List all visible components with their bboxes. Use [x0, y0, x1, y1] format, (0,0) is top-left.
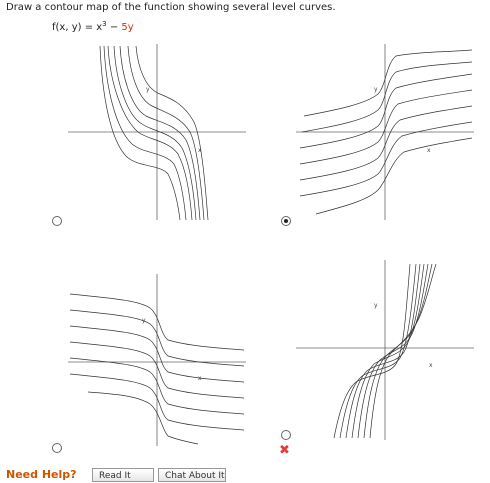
- y-axis-label: y: [374, 302, 378, 309]
- level-curve: [364, 264, 432, 438]
- y-axis-label: y: [374, 86, 378, 93]
- radio-option-c[interactable]: [52, 443, 62, 453]
- level-curve: [316, 138, 472, 214]
- read-it-button[interactable]: Read It: [92, 468, 154, 482]
- x-axis-label: x: [427, 147, 431, 154]
- radio-option-d[interactable]: [281, 430, 291, 440]
- x-axis-label: x: [198, 147, 202, 154]
- radio-option-b[interactable]: [281, 216, 291, 226]
- y-axis-label: y: [146, 86, 150, 93]
- level-curve: [136, 46, 208, 220]
- x-axis-label: x: [429, 362, 433, 369]
- formula-prefix: f(x, y) = x: [52, 22, 103, 33]
- formula-coefficient-term: 5y: [121, 22, 134, 33]
- level-curve: [304, 50, 472, 116]
- level-curve: [300, 106, 472, 180]
- contour-graph-option-d: [296, 260, 474, 440]
- question-text: Draw a contour map of the function showing several level curves.: [6, 2, 336, 13]
- contour-graph-option-b: [296, 44, 474, 220]
- x-mark-icon: ✖: [279, 443, 290, 458]
- level-curve: [300, 74, 472, 148]
- level-curve: [300, 122, 472, 196]
- level-curve: [88, 392, 198, 444]
- need-help-label: Need Help?: [6, 468, 77, 481]
- contour-graph-option-a: [68, 44, 246, 220]
- level-curve: [114, 46, 196, 220]
- formula-minus: −: [106, 22, 122, 33]
- level-curve: [300, 90, 472, 164]
- level-curve: [346, 264, 420, 438]
- level-curve: [104, 46, 186, 220]
- y-axis-label: y: [142, 317, 146, 324]
- formula-exponent: 3: [102, 20, 107, 28]
- radio-option-a[interactable]: [52, 216, 62, 226]
- level-curves: [100, 46, 208, 220]
- function-formula: [52, 22, 134, 33]
- chat-about-it-button[interactable]: Chat About It: [158, 468, 226, 482]
- level-curve: [108, 46, 192, 220]
- x-axis-label: x: [198, 375, 202, 382]
- contour-graph-option-c: [68, 274, 246, 446]
